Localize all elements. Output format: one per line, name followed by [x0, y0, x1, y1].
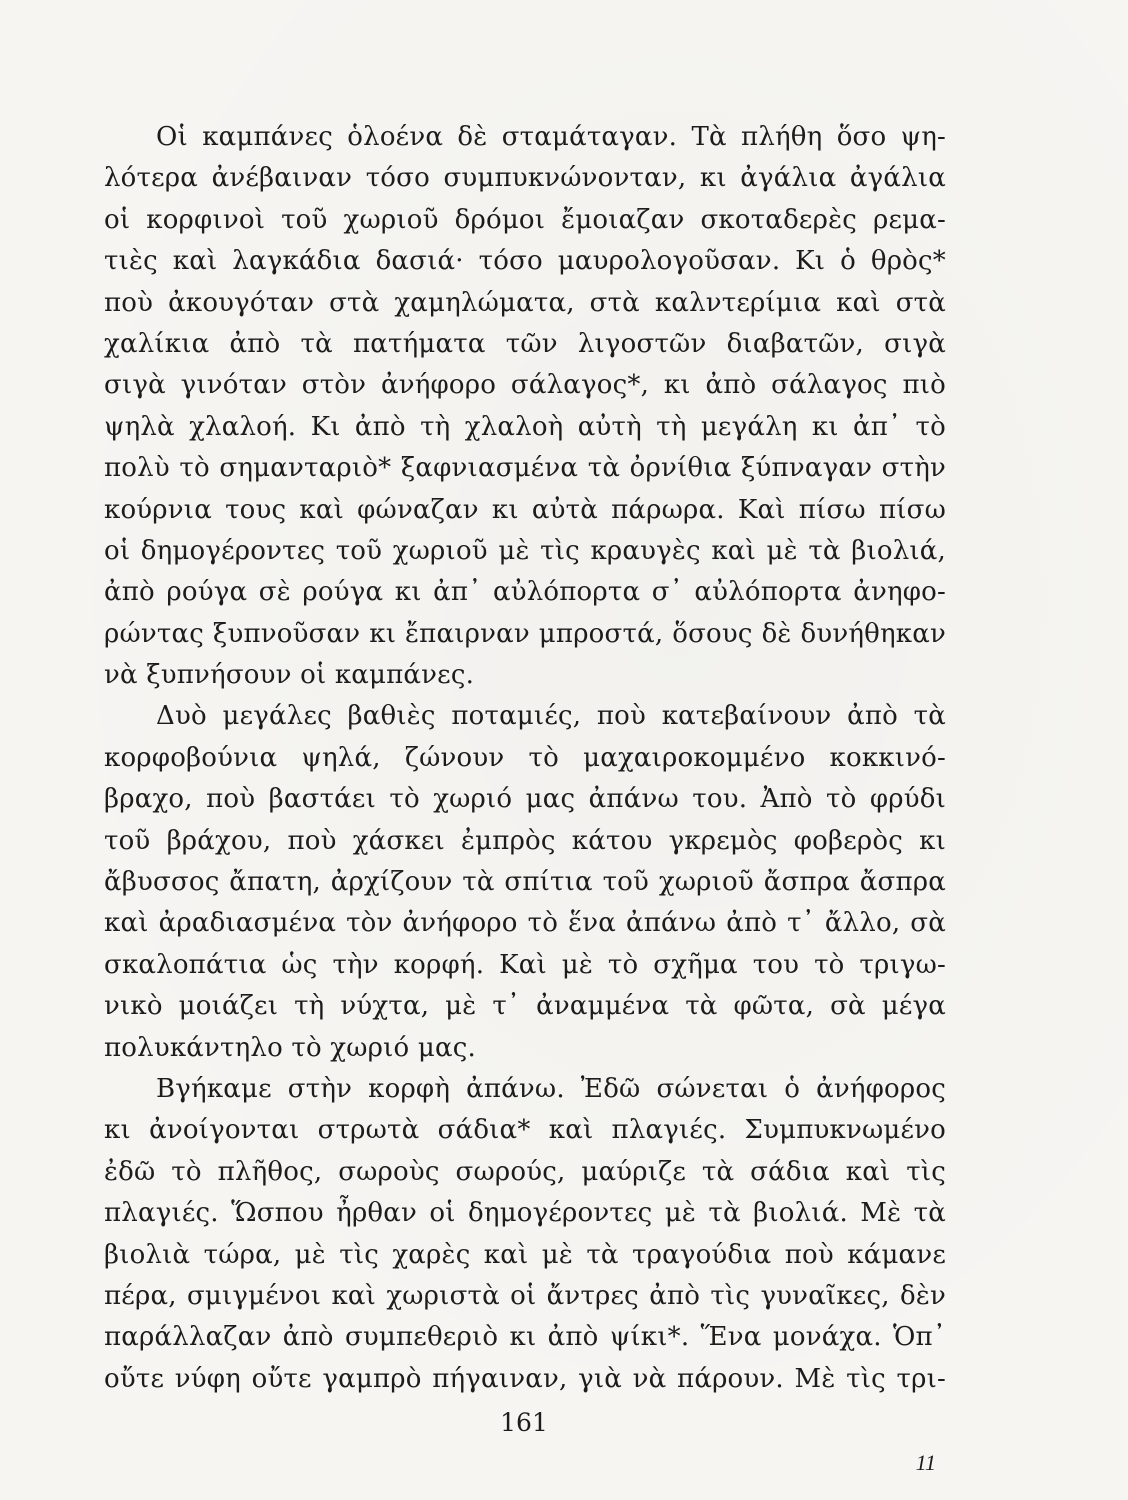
text-line: καὶ ἀραδιασμένα τὸν ἀνήφορο τὸ ἕνα ἀπάνω ἀπὸ τ᾽ ἄλλο, σὰ	[104, 908, 946, 939]
text-line: Δυὸ μεγάλες βαθιὲς ποταμιές, ποὺ κατεβαίνουν ἀπὸ τὰ	[156, 701, 946, 732]
text-line: χαλίκια ἀπὸ τὰ πατήματα τῶν λιγοστῶν διαβατῶν, σιγὰ	[104, 328, 946, 359]
text-line: σιγὰ γινόταν στὸν ἀνήφορο σάλαγος*, κι ἀπὸ σάλαγος πιὸ	[104, 370, 946, 401]
text-line: πολὺ τὸ σημανταριὸ* ξαφνιασμένα τὰ ὀρνίθια ξύπναγαν στὴν	[104, 453, 946, 484]
page-number: 161	[500, 1408, 548, 1437]
text-line: παράλλαζαν ἀπὸ συμπεθεριὸ κι ἀπὸ ψίκι*. Ἕνα μονάχα. Ὁπ᾽	[104, 1322, 946, 1353]
text-line: νικὸ μοιάζει τὴ νύχτα, μὲ τ᾽ ἀναμμένα τὰ φῶτα, σὰ μέγα	[104, 991, 946, 1022]
text-line: Βγήκαμε στὴν κορφὴ ἀπάνω. Ἐδῶ σώνεται ὁ ἀνήφορος	[156, 1073, 946, 1104]
body-text	[104, 117, 946, 1400]
text-line: βιολιὰ τώρα, μὲ τὶς χαρὲς καὶ μὲ τὰ τραγούδια ποὺ κάμανε	[104, 1239, 946, 1270]
text-line: οἱ δημογέροντες τοῦ χωριοῦ μὲ τὶς κραυγὲς καὶ μὲ τὰ βιολιά,	[104, 535, 946, 566]
text-line: τιὲς καὶ λαγκάδια δασιά· τόσο μαυρολογοῦσαν. Κι ὁ θρὸς*	[104, 246, 946, 277]
text-line: κορφοβούνια ψηλά, ζώνουν τὸ μαχαιροκομμένο κοκκινό-	[104, 742, 946, 773]
text-line: οὔτε νύφη οὔτε γαμπρὸ πήγαιναν, γιὰ νὰ πάρουν. Μὲ τὶς τρι-	[104, 1363, 946, 1394]
text-line: Οἱ καμπάνες ὁλοένα δὲ σταμάταγαν. Τὰ πλήθη ὅσο ψη-	[156, 122, 946, 152]
text-line: νὰ ξυπνήσουν οἱ καμπάνες.	[104, 660, 475, 691]
text-line: βραχο, ποὺ βαστάει τὸ χωριό μας ἀπάνω του. Ἀπὸ τὸ φρύδι	[104, 784, 946, 815]
signature-mark: 11	[915, 1450, 936, 1475]
text-line: πέρα, σμιγμένοι καὶ χωριστὰ οἱ ἄντρες ἀπὸ τὶς γυναῖκες, δὲν	[104, 1280, 946, 1311]
text-line: σκαλοπάτια ὡς τὴν κορφή. Καὶ μὲ τὸ σχῆμα του τὸ τριγω-	[104, 949, 946, 980]
text-line: ἀπὸ ρούγα σὲ ρούγα κι ἀπ᾽ αὐλόπορτα σ᾽ αὐλόπορτα ἀνηφο-	[104, 577, 946, 608]
text-line: ἄβυσσος ἄπατη, ἀρχίζουν τὰ σπίτια τοῦ χωριοῦ ἄσπρα ἄσπρα	[104, 867, 946, 898]
text-line: λότερα ἀνέβαιναν τόσο συμπυκνώνονταν, κι ἀγάλια ἀγάλια	[104, 163, 946, 194]
text-line: ρώντας ξυπνοῦσαν κι ἔπαιρναν μπροστά, ὅσους δὲ δυνήθηκαν	[104, 618, 946, 649]
text-line: οἱ κορφινοὶ τοῦ χωριοῦ δρόμοι ἔμοιαζαν σκοταδερὲς ρεμα-	[104, 204, 946, 235]
text-line: κι ἀνοίγονται στρωτὰ σάδια* καὶ πλαγιές. Συμπυκνωμένο	[104, 1115, 946, 1146]
text-line: πλαγιές. Ὥσπου ἦρθαν οἱ δημογέροντες μὲ τὰ βιολιά. Μὲ τὰ	[104, 1198, 946, 1229]
text-line: ψηλὰ χλαλοή. Κι ἀπὸ τὴ χλαλοὴ αὐτὴ τὴ μεγάλη κι ἀπ᾽ τὸ	[104, 411, 946, 442]
text-line: πολυκάντηλο τὸ χωριό μας.	[104, 1032, 476, 1063]
text-line: κούρνια τους καὶ φώναζαν κι αὐτὰ πάρωρα. Καὶ πίσω πίσω	[104, 494, 946, 525]
text-line: ποὺ ἀκουγόταν στὰ χαμηλώματα, στὰ καλντερίμια καὶ στὰ	[104, 287, 946, 318]
text-line: τοῦ βράχου, ποὺ χάσκει ἐμπρὸς κάτου γκρεμὸς φοβερὸς κι	[104, 825, 946, 856]
text-line: ἐδῶ τὸ πλῆθος, σωροὺς σωρούς, μαύριζε τὰ σάδια καὶ τὶς	[104, 1156, 946, 1187]
